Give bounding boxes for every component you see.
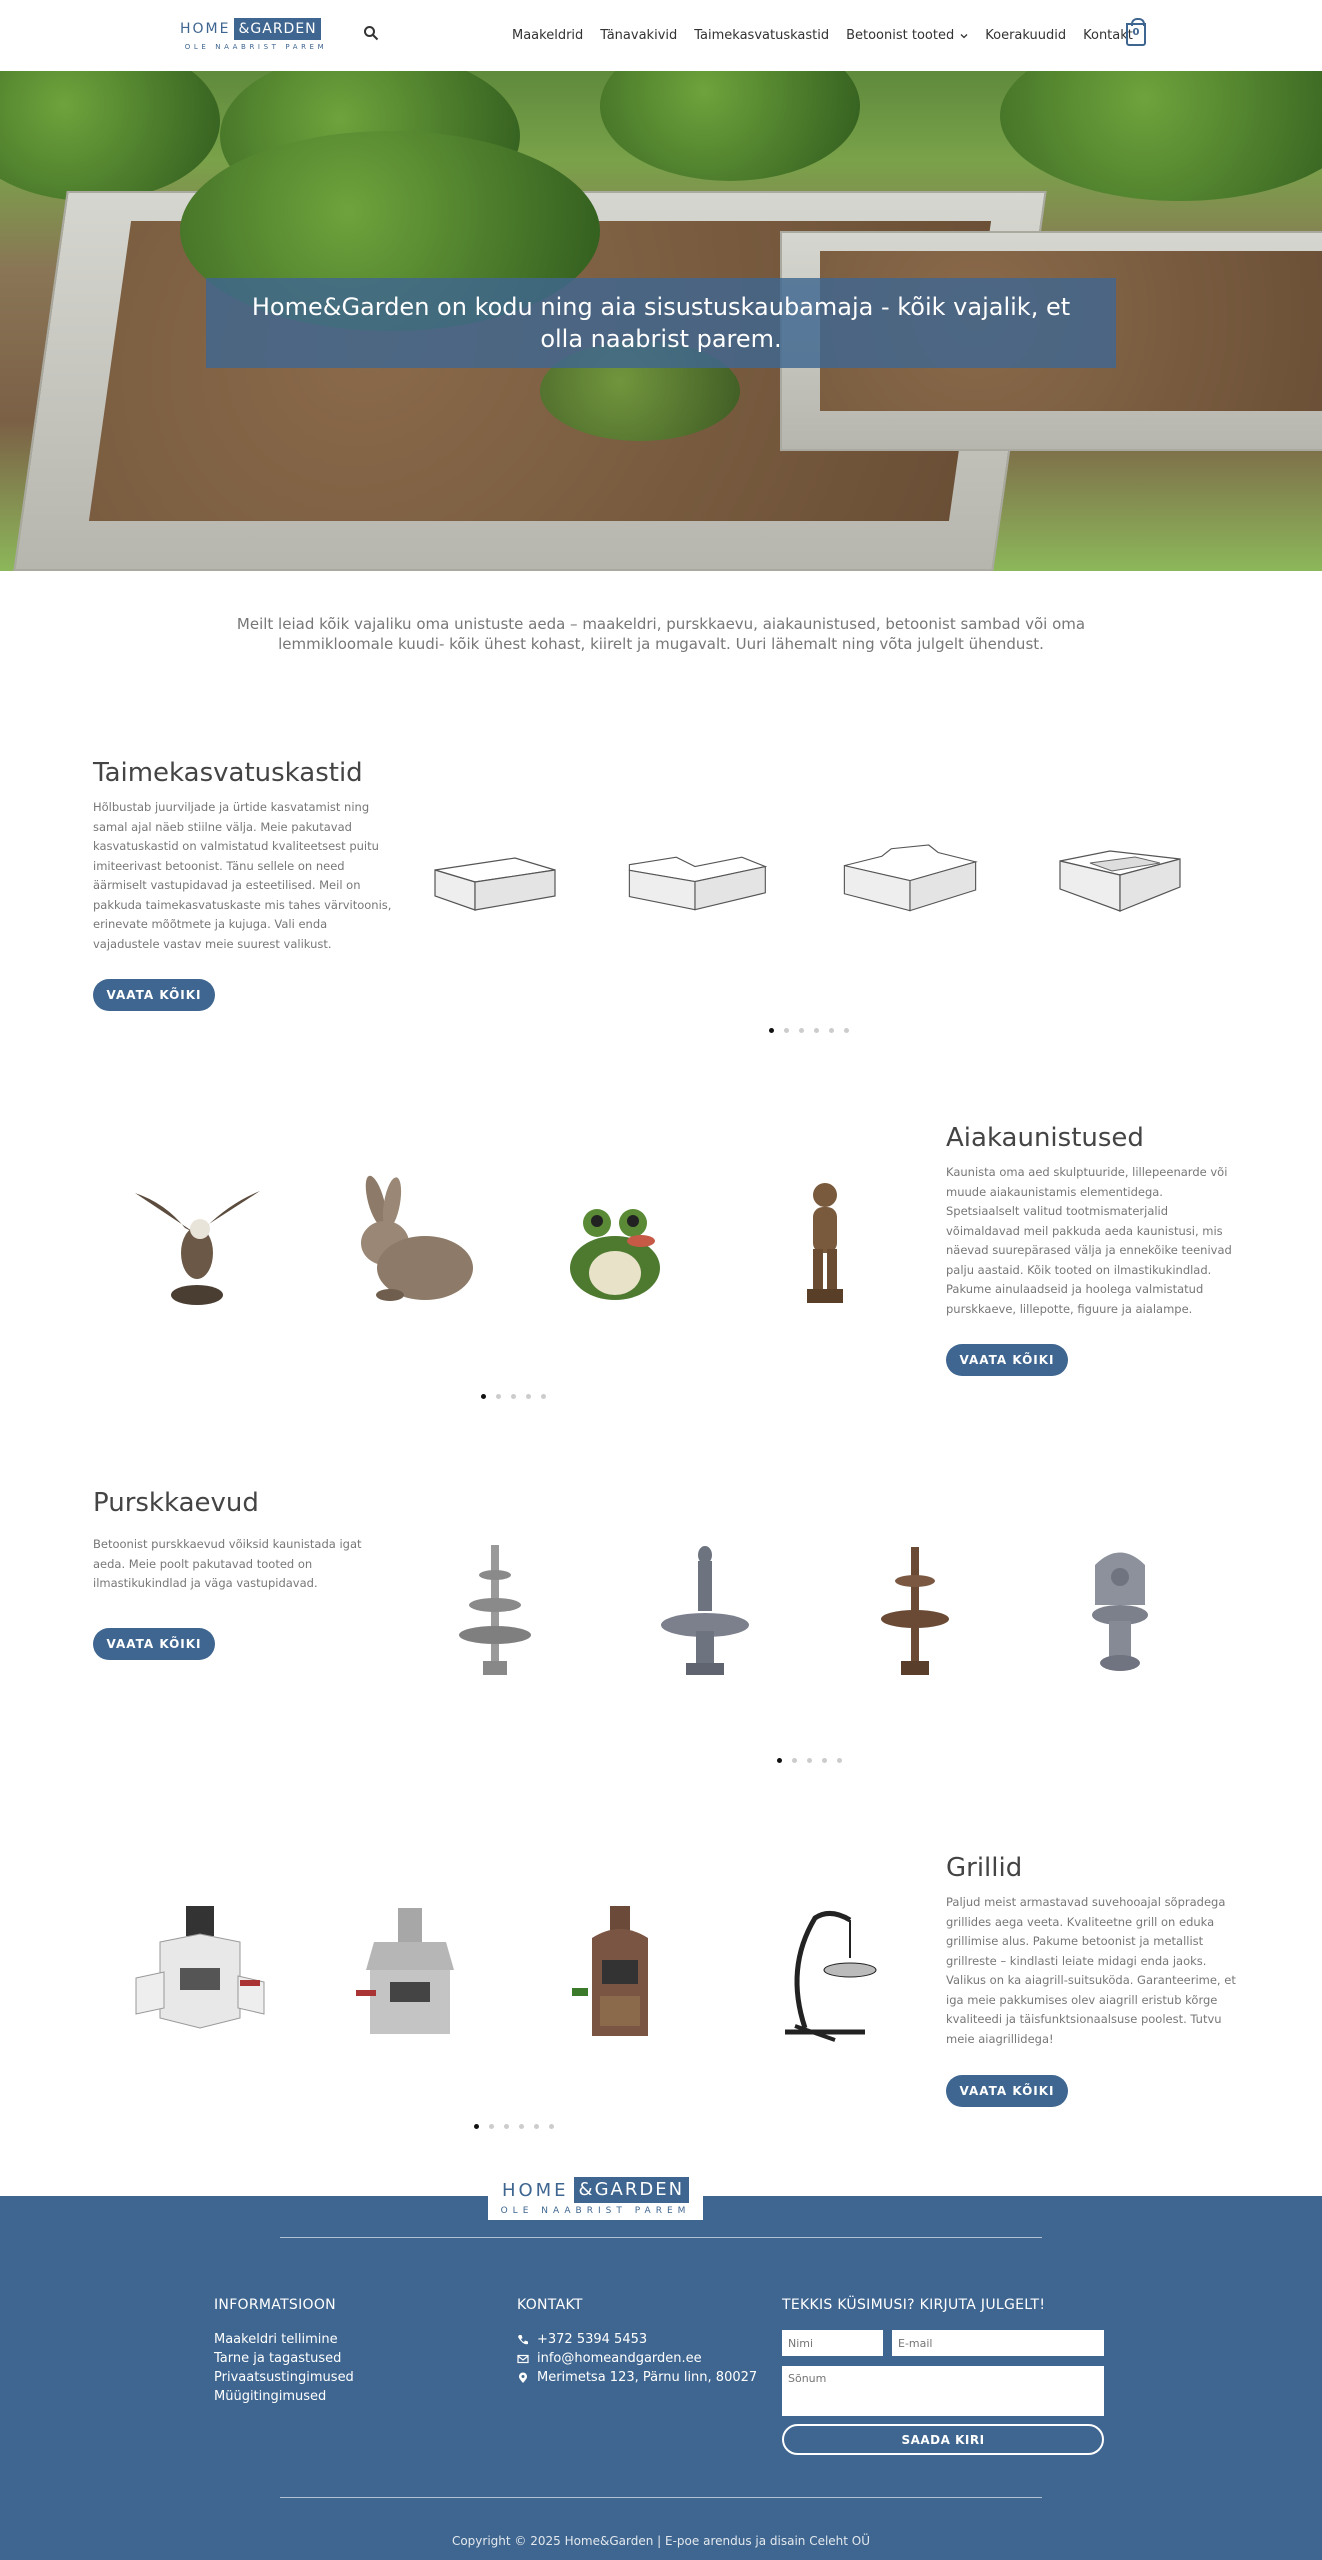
carousel-dot[interactable] bbox=[799, 1028, 804, 1033]
carousel-dot[interactable] bbox=[519, 2124, 524, 2129]
product-image-fountain-3[interactable] bbox=[840, 1535, 990, 1685]
carousel-dot[interactable] bbox=[844, 1028, 849, 1033]
view-all-boxes-button[interactable]: VAATA KÕIKI bbox=[93, 979, 215, 1011]
nav-item-maakeldrid[interactable]: Maakeldrid bbox=[512, 28, 584, 43]
logo-garden-text: &GARDEN bbox=[234, 18, 320, 40]
nav-item-tanavakivid[interactable]: Tänavakivid bbox=[600, 28, 678, 43]
nav-item-betoonist-tooted[interactable] bbox=[846, 28, 968, 43]
product-image-boy-statue[interactable] bbox=[750, 1168, 900, 1318]
view-all-grills-button[interactable]: VAATA KÕIKI bbox=[946, 2075, 1068, 2107]
footer-link-tarne[interactable]: Tarne ja tagastused bbox=[214, 2351, 342, 2366]
grill-3-icon bbox=[570, 1898, 670, 2048]
phone-icon bbox=[517, 2334, 529, 2346]
product-image-grill-2[interactable] bbox=[335, 1898, 485, 2048]
section-title-fountains: Purskkaevud bbox=[93, 1488, 259, 1518]
carousel-dot[interactable] bbox=[534, 2124, 539, 2129]
footer-form-title: TEKKIS KÜSIMUSI? KIRJUTA JULGELT! bbox=[782, 2297, 1046, 2313]
nav-item-kontakt[interactable]: Kontakt bbox=[1083, 28, 1133, 43]
footer-email-text: info@homeandgarden.ee bbox=[537, 2351, 702, 2366]
product-image-fountain-4[interactable] bbox=[1045, 1535, 1195, 1685]
carousel-dot[interactable] bbox=[526, 1394, 531, 1399]
carousel-dot[interactable] bbox=[784, 1028, 789, 1033]
hero-caption-box bbox=[206, 278, 1116, 368]
section-text-fountains: Betoonist purskkaevud võiksid kaunistada igat aeda. Meie poolt pakutavad tooted on ilmastikukindlad ja väga vastupidavad. bbox=[93, 1537, 362, 1590]
search-icon[interactable] bbox=[363, 25, 379, 41]
product-image-grill-1[interactable] bbox=[125, 1898, 275, 2048]
section-text-grills: Paljud meist armastavad suvehooajal sõpradega grillides aega veeta. Kvaliteetne grill on eduka grillimise alus. Pakume betoonist ja metallist grillreste – kindlasti leiate midagi enda jaoks. Valikus on ka aiagrill-suitsuköda. Garanteerime, et iga meie pakkumises olev aiagrill eristub kõrge kvaliteedi ja täisfunktsionaalsuse poolest. Tutvu meie aiagrillidega! bbox=[946, 1895, 1236, 2046]
section-title-boxes: Taimekasvatuskastid bbox=[93, 758, 363, 788]
site-header bbox=[0, 0, 1322, 71]
footer-logo-garden-text: &GARDEN bbox=[574, 2177, 690, 2203]
map-pin-icon bbox=[517, 2372, 529, 2384]
footer-phone-text: +372 5394 5453 bbox=[537, 2332, 648, 2347]
product-image-box-4[interactable] bbox=[1045, 800, 1195, 950]
carousel-dot[interactable] bbox=[814, 1028, 819, 1033]
name-input[interactable] bbox=[782, 2330, 883, 2356]
carousel-dot[interactable] bbox=[777, 1758, 782, 1763]
footer-logo[interactable] bbox=[488, 2173, 703, 2220]
email-input[interactable] bbox=[892, 2330, 1104, 2356]
carousel-dots-fountains bbox=[777, 1758, 852, 1763]
product-image-eagle[interactable] bbox=[120, 1168, 270, 1318]
carousel-dot[interactable] bbox=[541, 1394, 546, 1399]
planter-box-4-icon bbox=[1050, 825, 1190, 925]
eagle-statue-icon bbox=[125, 1173, 265, 1313]
carousel-dot[interactable] bbox=[837, 1758, 842, 1763]
site-logo[interactable] bbox=[180, 18, 332, 52]
carousel-dot[interactable] bbox=[549, 2124, 554, 2129]
footer-phone[interactable] bbox=[517, 2332, 647, 2347]
chevron-down-icon bbox=[960, 32, 968, 40]
footer-email[interactable] bbox=[517, 2351, 702, 2366]
cart-count: 0 bbox=[1132, 27, 1140, 38]
product-image-frog[interactable] bbox=[540, 1168, 690, 1318]
rabbit-statue-icon bbox=[330, 1173, 480, 1313]
grill-4-icon bbox=[775, 1898, 885, 2048]
footer-contact-title: KONTAKT bbox=[517, 2297, 583, 2313]
intro-text: Meilt leiad kõik vajaliku oma unistuste aeda – maakeldri, purskkaevu, aiakaunistused, betoonist sambad või oma lemmikloomale kuudi- kõik ühest kohast, kiirelt ja mugavalt. Uuri lähemalt ning võta julgelt ühendust. bbox=[236, 615, 1086, 653]
fountain-1-icon bbox=[445, 1535, 545, 1685]
carousel-dots-boxes bbox=[769, 1028, 859, 1033]
grill-2-icon bbox=[350, 1898, 470, 2048]
send-message-button[interactable]: SAADA KIRI bbox=[782, 2424, 1104, 2455]
carousel-dot[interactable] bbox=[829, 1028, 834, 1033]
main-nav bbox=[512, 0, 1150, 71]
product-image-fountain-1[interactable] bbox=[420, 1535, 570, 1685]
carousel-dot[interactable] bbox=[504, 2124, 509, 2129]
product-image-fountain-2[interactable] bbox=[630, 1535, 780, 1685]
footer-link-maakeldri-tellimine[interactable]: Maakeldri tellimine bbox=[214, 2332, 338, 2347]
carousel-dots-decor bbox=[481, 1394, 556, 1399]
copyright-text: Copyright © 2025 Home&Garden | E-poe arendus ja disain Celeht OÜ bbox=[451, 2534, 871, 2548]
logo-home-text: HOME bbox=[180, 21, 231, 37]
nav-item-label: Betoonist tooted bbox=[846, 28, 955, 43]
cart-icon[interactable] bbox=[1126, 23, 1146, 46]
footer-link-privaatsus[interactable]: Privaatsustingimused bbox=[214, 2370, 354, 2385]
planter-box-3-icon bbox=[835, 825, 985, 925]
fountain-3-icon bbox=[865, 1535, 965, 1685]
footer-link-muugitingimused[interactable]: Müügitingimused bbox=[214, 2389, 327, 2404]
carousel-dot[interactable] bbox=[496, 1394, 501, 1399]
carousel-dot[interactable] bbox=[792, 1758, 797, 1763]
section-text-boxes: Hõlbustab juurviljade ja ürtide kasvatamist ning samal ajal näeb stiilne välja. Meie pakutavad kasvatuskastid on valmistatud kvaliteetsest puitu imiteerivast betoonist. Tänu sellele on need äärmiselt vastupidavad ja esteetilised. Meil on pakkuda taimekasvatuskaste mis tahes värvitoonis, erinevate mõõtmete ja kujuga. Vali enda vajadustele vastav meie suurest valikust. bbox=[93, 800, 392, 951]
product-image-box-3[interactable] bbox=[835, 800, 985, 950]
product-image-box-2[interactable] bbox=[620, 800, 770, 950]
logo-tagline: OLE NAABRIST PAREM bbox=[184, 43, 328, 51]
nav-item-taimekasvatuskastid[interactable]: Taimekasvatuskastid bbox=[694, 28, 830, 43]
carousel-dot[interactable] bbox=[822, 1758, 827, 1763]
product-image-rabbit[interactable] bbox=[330, 1168, 480, 1318]
footer-address bbox=[517, 2370, 757, 2385]
product-image-grill-4[interactable] bbox=[755, 1898, 905, 2048]
carousel-dots-grills bbox=[474, 2124, 564, 2129]
envelope-icon bbox=[517, 2353, 529, 2365]
fountain-4-icon bbox=[1075, 1535, 1165, 1685]
grill-1-icon bbox=[130, 1898, 270, 2048]
footer-info-title: INFORMATSIOON bbox=[214, 2297, 336, 2313]
footer-divider-top bbox=[280, 2237, 1042, 2238]
message-textarea[interactable] bbox=[782, 2366, 1104, 2416]
footer-logo-home-text: HOME bbox=[501, 2179, 569, 2201]
hero-banner bbox=[0, 71, 1322, 571]
carousel-dot[interactable] bbox=[489, 2124, 494, 2129]
carousel-dot[interactable] bbox=[769, 1028, 774, 1033]
section-title-grills: Grillid bbox=[946, 1853, 1023, 1883]
product-image-box-1[interactable] bbox=[420, 800, 570, 950]
carousel-dot[interactable] bbox=[474, 2124, 479, 2129]
section-text-decor: Kaunista oma aed skulptuuride, lillepeenarde või muude aiakaunistamis elementidega. Spetsiaalselt valitud tootmismaterjalid võimaldavad meil pakkuda aeda kaunistusi, mis näevad suurepärased välja ja ennekõike teenivad palju aastaid. Kõik tooted on ilmastikukindlad. Pakume ainulaadseid ja hoolega valmistatud purskkaeve, lillepotte, figuure ja aialampe. bbox=[946, 1165, 1232, 1316]
fountain-2-icon bbox=[650, 1535, 760, 1685]
carousel-dot[interactable] bbox=[481, 1394, 486, 1399]
boy-statue-icon bbox=[775, 1173, 875, 1313]
carousel-dot[interactable] bbox=[511, 1394, 516, 1399]
frog-statue-icon bbox=[545, 1173, 685, 1313]
planter-box-2-icon bbox=[620, 830, 770, 920]
planter-box-1-icon bbox=[425, 830, 565, 920]
footer-address-text: Merimetsa 123, Pärnu linn, 80027 bbox=[537, 2370, 758, 2385]
view-all-decor-button[interactable]: VAATA KÕIKI bbox=[946, 1344, 1068, 1376]
product-image-grill-3[interactable] bbox=[545, 1898, 695, 2048]
view-all-fountains-button[interactable]: VAATA KÕIKI bbox=[93, 1628, 215, 1660]
footer-logo-tagline: OLE NAABRIST PAREM bbox=[500, 2206, 691, 2216]
hero-title: Home&Garden on kodu ning aia sisustuskaubamaja - kõik vajalik, et olla naabrist parem. bbox=[251, 293, 1071, 353]
nav-item-koerakuudid[interactable]: Koerakuudid bbox=[985, 28, 1067, 43]
footer-divider-bottom bbox=[280, 2497, 1042, 2498]
section-title-decor: Aiakaunistused bbox=[946, 1123, 1144, 1153]
carousel-dot[interactable] bbox=[807, 1758, 812, 1763]
